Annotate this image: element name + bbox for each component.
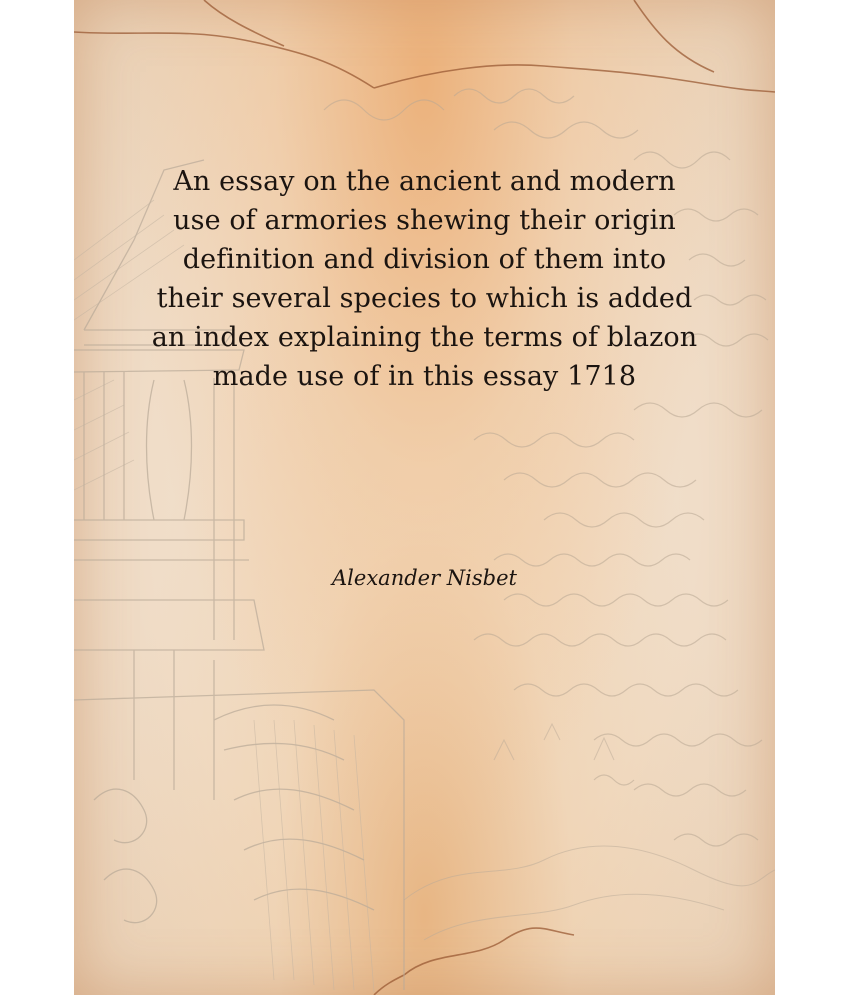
book-cover <box>74 0 775 995</box>
cover-background-art <box>74 0 775 995</box>
landscape-illustration <box>404 724 775 940</box>
book-title <box>74 162 775 396</box>
title-line-2: use of armories shewing their origin <box>173 205 676 236</box>
title-line-1: An essay on the ancient and modern <box>173 166 676 197</box>
book-author: Alexander Nisbet <box>332 566 517 590</box>
title-line-3: definition and division of them into <box>182 244 667 275</box>
title-line-4: their several species to which is added <box>156 283 693 314</box>
title-line-5: an index explaining the terms of blazon <box>151 322 698 353</box>
title-line-6: made use of in this essay 1718 <box>212 361 637 392</box>
paper-crack-lines <box>74 0 775 995</box>
